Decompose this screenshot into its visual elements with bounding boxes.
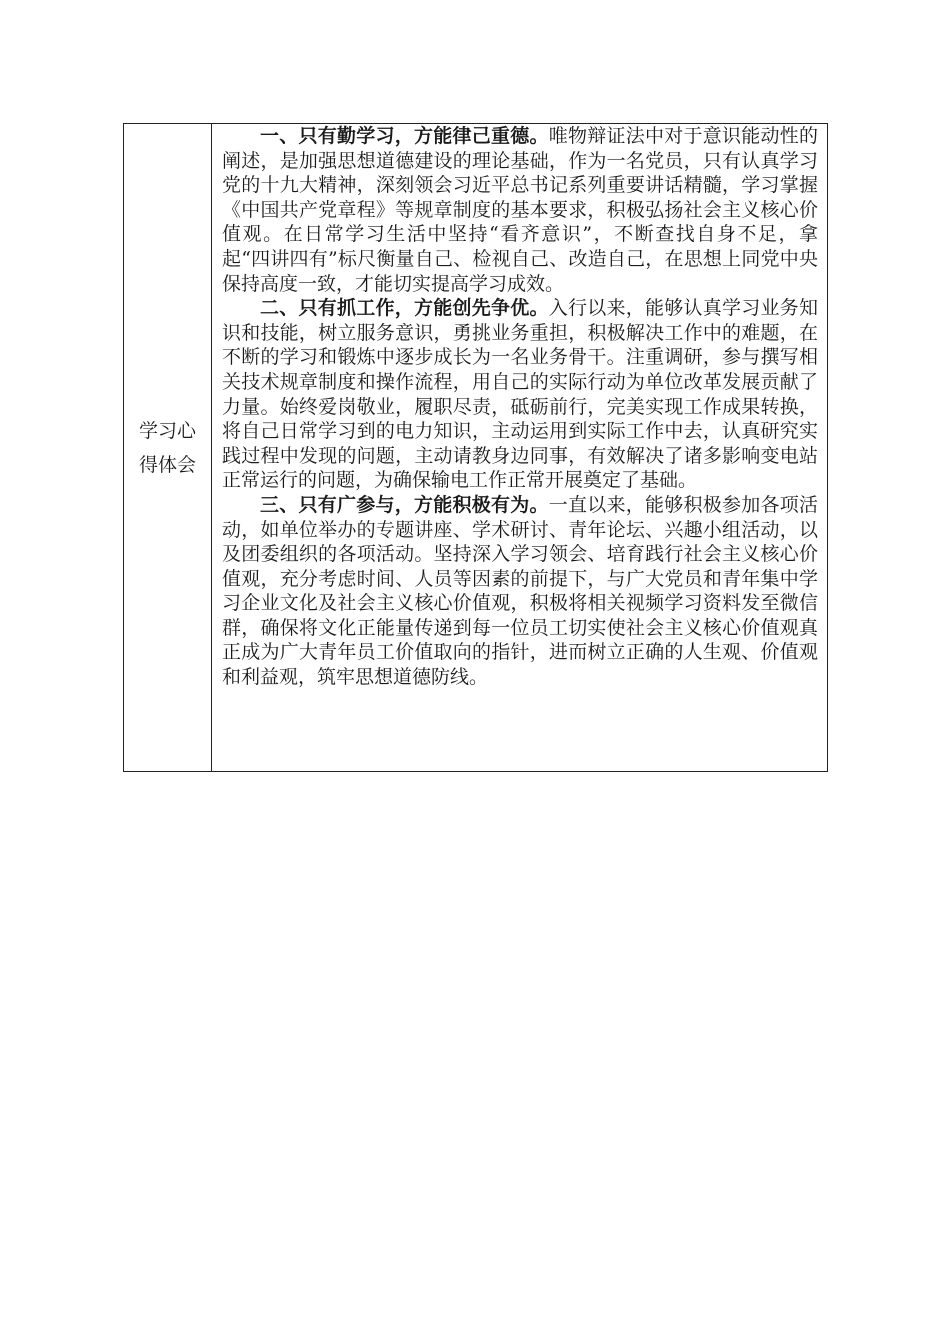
paragraph-body: 一直以来，能够积极参加各项活动，如单位举办的专题讲座、学术研讨、青年论坛、兴趣小组活动，以及团委组织的各项活动。坚持深入学习领会、培育践行社会主义核心价值观，充分考虑时间、人员等因素的前提下，与广大党员和青年集中学习企业文化及社会主义核心价值观，积极将相关视频学习资料发至微信群，确保将文化正能量传递到每一位员工切实使社会主义核心价值观真正成为广大青年员工价值取向的指针，进而树立正确的人生观、价值观和利益观，筑牢思想道德防线。	[222, 493, 818, 689]
paragraph-heading: 一、只有勤学习，方能律己重德。	[260, 125, 549, 147]
label-cell	[124, 124, 212, 771]
paragraph-heading: 三、只有广参与，方能积极有为。	[260, 493, 549, 516]
paragraph-work	[222, 296, 818, 493]
content-cell	[212, 124, 827, 771]
row-label: 学习心得体会	[138, 419, 196, 476]
paragraph-participation	[222, 493, 818, 690]
paragraph-heading: 二、只有抓工作，方能创先争优。	[260, 297, 549, 320]
experience-table	[123, 123, 828, 772]
paragraph-study	[222, 124, 818, 296]
paragraph-body: 唯物辩证法中对于意识能动性的阐述，是加强思想道德建设的理论基础，作为一名党员，只有认真学习党的十九大精神，深刻领会习近平总书记系列重要讲话精髓，学习掌握《中国共产党章程》等规章制度的基本要求，积极弘扬社会主义核心价值观。在日常学习生活中坚持“看齐意识”，不断查找自身不足，拿起“四讲四有”标尺衡量自己、检视自己、改造自己，在思想上同党中央保持高度一致，才能切实提高学习成效。	[222, 125, 818, 295]
paragraph-body: 入行以来，能够认真学习业务知识和技能，树立服务意识，勇挑业务重担，积极解决工作中的难题，在不断的学习和锻炼中逐步成长为一名业务骨干。注重调研，参与撰写相关技术规章制度和操作流程，用自己的实际行动为单位改革发展贡献了力量。始终爱岗敬业，履职尽责，砥砺前行，完美实现工作成果转换，将自己日常学习到的电力知识，主动运用到实际工作中去，认真研究实践过程中发现的问题，主动请教身边同事，有效解决了诸多影响变电站正常运行的问题，为确保输电工作正常开展奠定了基础。	[222, 297, 818, 492]
